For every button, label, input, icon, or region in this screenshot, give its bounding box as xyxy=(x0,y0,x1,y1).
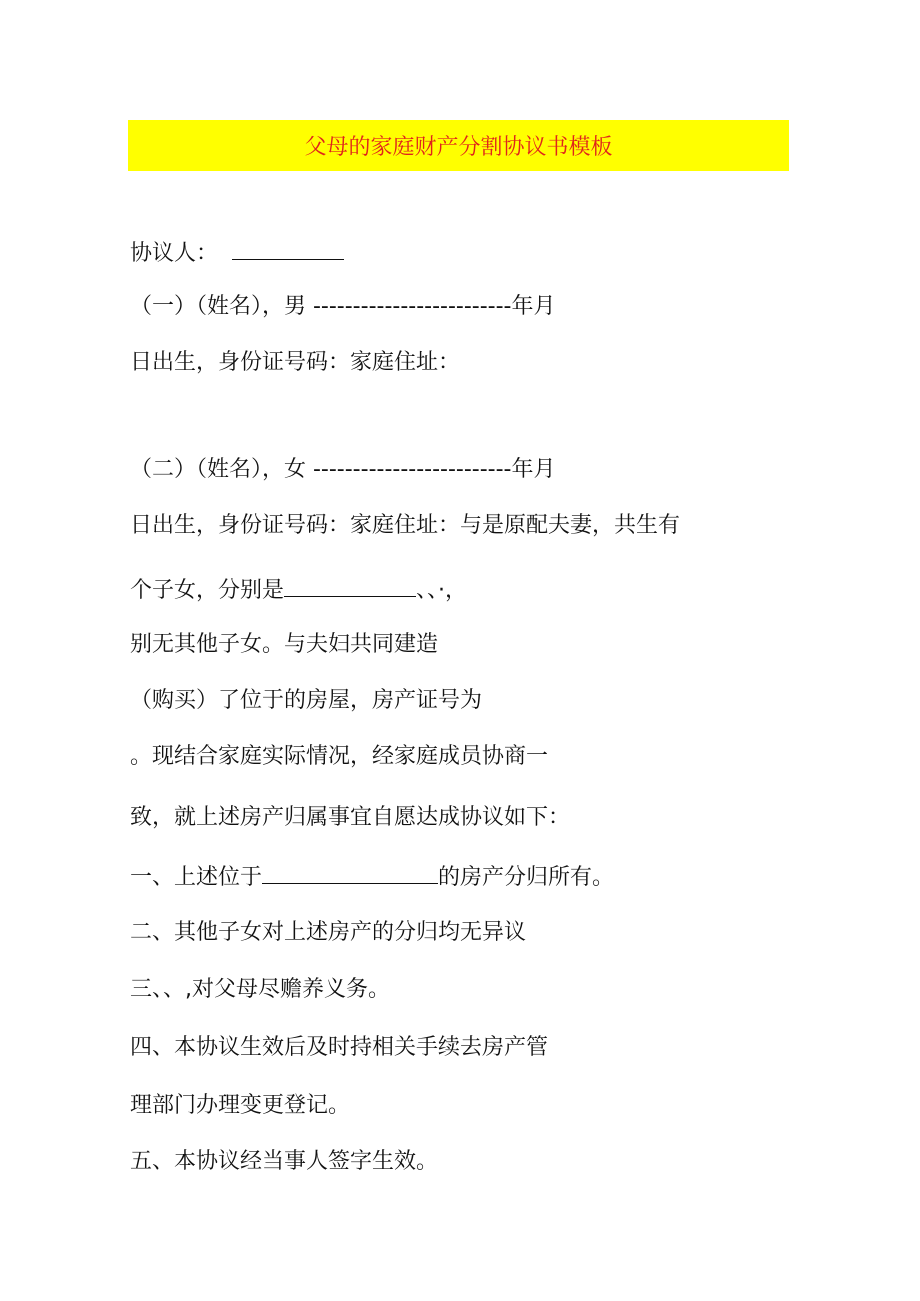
clause-five xyxy=(130,1147,438,1177)
document-title: 父母的家庭财产分割协议书模板 xyxy=(304,135,613,160)
property-location-blank xyxy=(262,861,438,884)
no-other-children-text: 别无其他子女。与夫妇共同建造 xyxy=(130,632,439,657)
line-agreement-intro xyxy=(130,803,570,833)
clause-four-text: 四、本协议生效后及时持相关手续去房产管 xyxy=(130,1035,549,1060)
clause-four-continued xyxy=(130,1091,350,1121)
clause-three-text: 三、、,对父母尽赡养义务。 xyxy=(130,977,390,1002)
party-two-details-text: 日出生，身份证号码：家庭住址：与是原配夫妻，共生有 xyxy=(130,513,681,538)
party-two-text: （二）（姓名），女 -------------------------年月 xyxy=(130,457,556,482)
line-family-negotiation xyxy=(130,742,548,772)
clause-two xyxy=(130,918,526,948)
line-purchase xyxy=(130,686,482,716)
party-one-details-text: 日出生，身份证号码：家庭住址： xyxy=(130,350,461,375)
agreement-parties-label: 协议人： xyxy=(130,241,219,266)
line-no-other-children xyxy=(130,630,438,660)
line-party-two xyxy=(130,455,555,485)
party-one-text: （一）（姓名），男 -------------------------年月 xyxy=(130,294,556,319)
purchase-text: （购买）了位于的房屋，房产证号为 xyxy=(130,688,483,713)
children-label: 个子女，分别是 xyxy=(130,578,285,603)
line-party-one-details xyxy=(130,348,460,378)
line-party-one xyxy=(130,292,555,322)
line-children xyxy=(130,574,467,606)
clause-five-text: 五、本协议经当事人签字生效。 xyxy=(130,1149,439,1174)
line-agreement-parties xyxy=(130,237,344,269)
line-party-two-details xyxy=(130,511,680,541)
clause-four-continued-text: 理部门办理变更登记。 xyxy=(130,1093,351,1118)
clause-one-suffix: 的房产分归所有。 xyxy=(438,865,615,890)
clause-three xyxy=(130,975,390,1005)
clause-two-text: 二、其他子女对上述房产的分归均无异议 xyxy=(130,920,527,945)
family-negotiation-text: 。现结合家庭实际情况，经家庭成员协商一 xyxy=(130,744,549,769)
children-separators: 、、·， xyxy=(416,578,468,603)
clause-four xyxy=(130,1033,548,1063)
party-name-blank xyxy=(232,237,344,260)
agreement-intro-text: 致，就上述房产归属事宜自愿达成协议如下： xyxy=(130,805,571,830)
clause-one-prefix: 一、上述位于 xyxy=(130,865,263,890)
children-names-blank xyxy=(284,574,416,597)
clause-one xyxy=(130,861,614,893)
title-banner xyxy=(128,120,789,171)
